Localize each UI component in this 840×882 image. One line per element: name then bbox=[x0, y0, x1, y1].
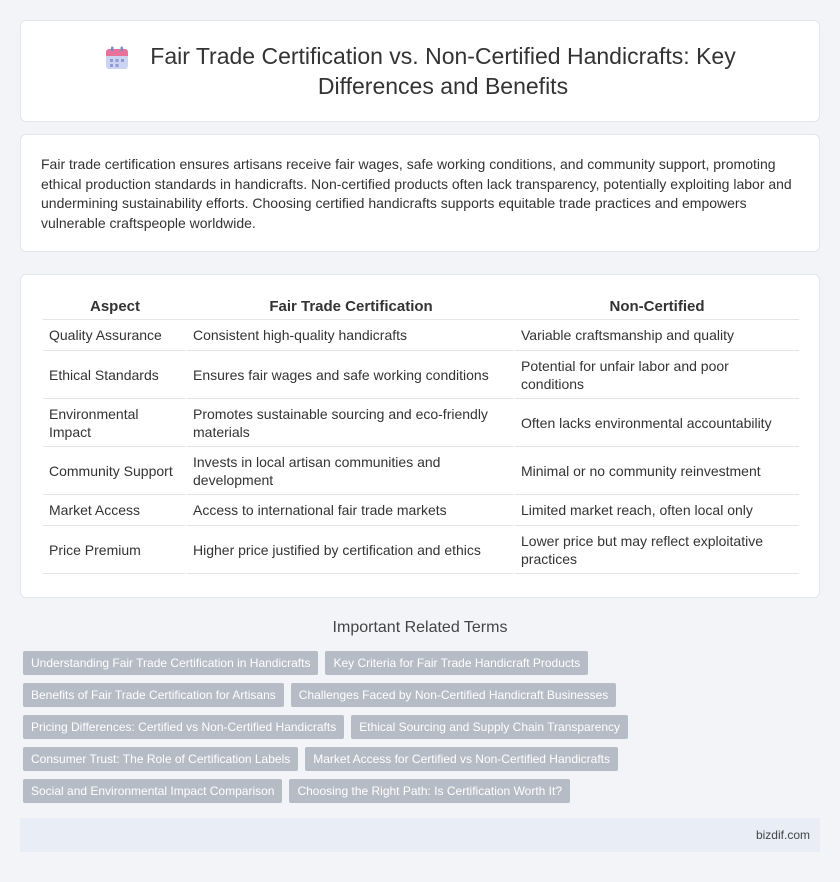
table-header-row bbox=[43, 297, 799, 320]
related-term-tag[interactable]: Key Criteria for Fair Trade Handicraft Products bbox=[325, 651, 588, 675]
related-term-tag[interactable]: Benefits of Fair Trade Certification for Artisans bbox=[23, 683, 284, 707]
cell-aspect: Community Support bbox=[43, 447, 187, 495]
table-row bbox=[43, 399, 799, 447]
page-title-line1: Fair Trade Certification vs. Non-Certified Handicrafts: Key bbox=[150, 43, 736, 69]
intro-text: Fair trade certification ensures artisans receive fair wages, safe working conditions, and community support, promoting ethical production standards in handicrafts. Non-certified products often lack transparency, potentially exploiting labor and undermining sustainability efforts. Choosing certified handicrafts supports equitable trade practices and empowers vulnerable craftspeople worldwide. bbox=[41, 156, 792, 231]
intro-card bbox=[20, 134, 820, 252]
cell-aspect: Quality Assurance bbox=[43, 320, 187, 351]
page-title bbox=[150, 41, 735, 101]
cell-non-certified: Often lacks environmental accountability bbox=[515, 399, 799, 447]
cell-fair-trade: Access to international fair trade markets bbox=[187, 495, 515, 526]
table-row bbox=[43, 351, 799, 399]
comparison-card bbox=[20, 274, 820, 598]
cell-fair-trade: Ensures fair wages and safe working conditions bbox=[187, 351, 515, 399]
title-card bbox=[20, 20, 820, 122]
cell-non-certified: Variable craftsmanship and quality bbox=[515, 320, 799, 351]
footer-site-link[interactable]: bizdif.com bbox=[755, 828, 810, 842]
related-term-tag[interactable]: Challenges Faced by Non-Certified Handicraft Businesses bbox=[291, 683, 617, 707]
cell-aspect: Ethical Standards bbox=[43, 351, 187, 399]
cell-aspect: Market Access bbox=[43, 495, 187, 526]
cell-non-certified: Limited market reach, often local only bbox=[515, 495, 799, 526]
cell-fair-trade: Invests in local artisan communities and development bbox=[187, 447, 515, 495]
cell-aspect: Environmental Impact bbox=[43, 399, 187, 447]
related-term-tag[interactable]: Consumer Trust: The Role of Certification Labels bbox=[23, 747, 298, 771]
cell-fair-trade: Consistent high-quality handicrafts bbox=[187, 320, 515, 351]
table-row bbox=[43, 447, 799, 495]
table-row bbox=[43, 495, 799, 526]
related-term-tag[interactable]: Understanding Fair Trade Certification in Handicrafts bbox=[23, 651, 318, 675]
cell-non-certified: Lower price but may reflect exploitative practices bbox=[515, 526, 799, 574]
related-term-tag[interactable]: Pricing Differences: Certified vs Non-Certified Handicrafts bbox=[23, 715, 344, 739]
cell-aspect: Price Premium bbox=[43, 526, 187, 574]
table-row bbox=[43, 320, 799, 351]
related-term-tag[interactable]: Market Access for Certified vs Non-Certified Handicrafts bbox=[305, 747, 618, 771]
cell-fair-trade: Higher price justified by certification and ethics bbox=[187, 526, 515, 574]
related-term-tag[interactable]: Social and Environmental Impact Comparison bbox=[23, 779, 282, 803]
related-term-tag[interactable]: Choosing the Right Path: Is Certification Worth It? bbox=[289, 779, 570, 803]
header-aspect: Aspect bbox=[43, 297, 187, 320]
related-terms-title: Important Related Terms bbox=[332, 619, 508, 636]
table-row bbox=[43, 526, 799, 574]
cell-non-certified: Minimal or no community reinvestment bbox=[515, 447, 799, 495]
header-non-certified: Non-Certified bbox=[515, 297, 799, 320]
cell-fair-trade: Promotes sustainable sourcing and eco-friendly materials bbox=[187, 399, 515, 447]
cell-non-certified: Potential for unfair labor and poor conditions bbox=[515, 351, 799, 399]
comparison-table bbox=[43, 297, 799, 574]
related-term-tag[interactable]: Ethical Sourcing and Supply Chain Transparency bbox=[351, 715, 628, 739]
calendar-icon bbox=[104, 45, 130, 71]
header-fair-trade: Fair Trade Certification bbox=[187, 297, 515, 320]
footer bbox=[20, 818, 820, 852]
page-title-line2: Differences and Benefits bbox=[317, 73, 569, 99]
related-terms-list bbox=[23, 651, 803, 811]
